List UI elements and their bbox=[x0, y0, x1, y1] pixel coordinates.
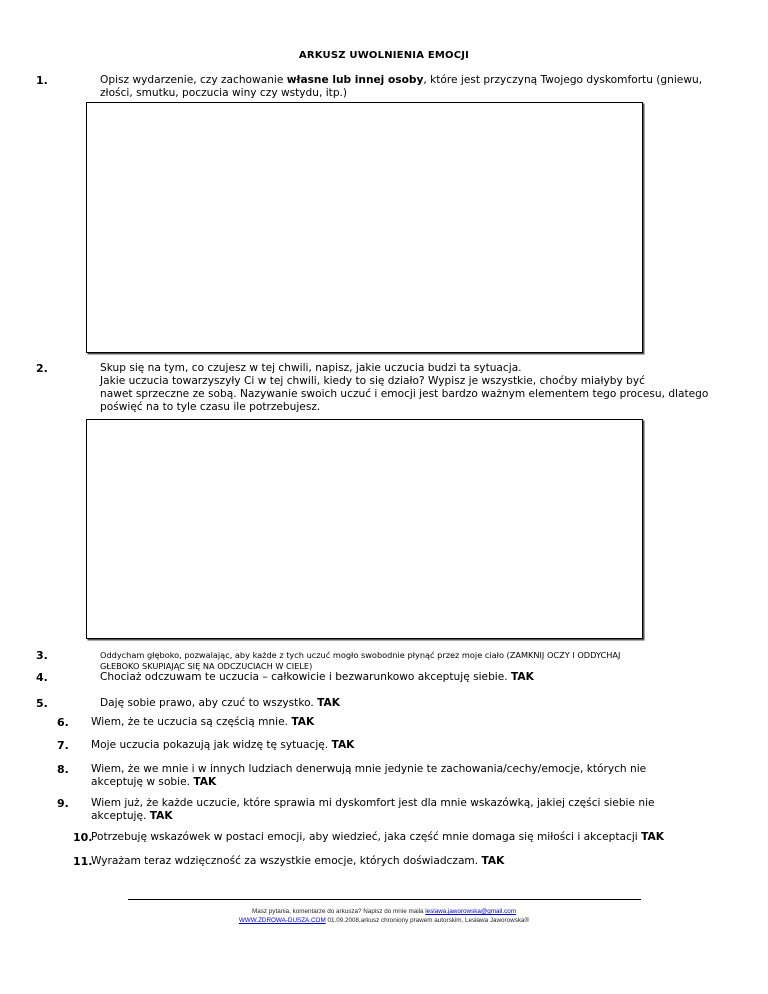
question-emphasis: własne lub innej osoby bbox=[286, 74, 424, 86]
question-number: 6. bbox=[57, 716, 69, 729]
question-text: Wyrażam teraz wdzięczność za wszystkie emocje, których doświadczam. bbox=[91, 855, 482, 867]
question-number: 3. bbox=[36, 649, 48, 662]
answer-tak: TAK bbox=[481, 855, 505, 867]
question-text: Moje uczucia pokazują jak widzę tę sytuację. bbox=[91, 739, 332, 751]
footer-copyright: 01.09.2008,arkusz chroniony prawem autorskim, Lesława Jaworowska® bbox=[325, 917, 530, 924]
question-text: Oddycham głęboko, pozwalając, aby każde z tych uczuć mogło swobodnie płynąć przez moje ciało (ZAMKNIJ OCZY I ODDYCHAJ bbox=[100, 650, 621, 660]
question-number: 10. bbox=[73, 831, 93, 844]
email-link[interactable]: leslawa.jaworowska@gmail.com bbox=[425, 908, 516, 915]
question-text: poświęć na to tyle czasu ile potrzebujesz. bbox=[100, 401, 321, 413]
footer-text: Masz pytania, komentarze do arkusza? Napisz do mnie maila bbox=[252, 908, 426, 915]
answer-tak: TAK bbox=[291, 716, 315, 728]
question-text: złości, smutku, poczucia winy czy wstydu, itp.) bbox=[100, 87, 348, 99]
question-number: 5. bbox=[36, 697, 48, 710]
website-link[interactable]: WWW.ZDROWA-DUSZA.COM bbox=[238, 917, 326, 924]
page-title: ARKUSZ UWOLNIENIA EMOCJI bbox=[298, 50, 470, 61]
answer-box-1[interactable] bbox=[86, 102, 643, 353]
answer-tak: TAK bbox=[149, 810, 173, 822]
question-text: Opisz wydarzenie, czy zachowanie bbox=[100, 74, 287, 86]
question-text: , które jest przyczyną Twojego dyskomfortu (gniewu, bbox=[423, 74, 703, 86]
question-text: Daję sobie prawo, aby czuć to wszystko. bbox=[100, 697, 318, 709]
question-number: 11. bbox=[73, 855, 93, 868]
question-text: Wiem, że we mnie i w innych ludziach denerwują mnie jedynie te zachowania/cechy/emocje, których nie bbox=[91, 763, 647, 775]
question-text: Skup się na tym, co czujesz w tej chwili, napisz, jakie uczucia budzi ta sytuacja. bbox=[100, 362, 522, 374]
question-text: Chociaż odczuwam te uczucia – całkowicie i bezwarunkowo akceptuję siebie. bbox=[100, 671, 511, 683]
answer-tak: TAK bbox=[511, 671, 534, 683]
question-text: Potrzebuję wskazówek w postaci emocji, aby wiedzieć, jaka część mnie domaga się miłości i akceptacji bbox=[91, 831, 642, 843]
question-number: 2. bbox=[36, 362, 48, 375]
question-text: Wiem, że te uczucia są częścią mnie. bbox=[91, 716, 292, 728]
answer-tak: TAK bbox=[641, 831, 664, 843]
answer-tak: TAK bbox=[193, 776, 217, 788]
answer-tak: TAK bbox=[331, 739, 355, 751]
question-text: GŁEBOKO SKUPIAJĄC SIĘ NA ODCZUCIACH W CIELE) bbox=[100, 661, 313, 671]
question-text: Wiem już, że każde uczucie, które sprawia mi dyskomfort jest dla mnie wskazówką, jakiej części siebie nie bbox=[91, 797, 655, 809]
question-text: nawet sprzeczne ze sobą. Nazywanie swoich uczuć i emocji jest bardzo ważnym elementem tego procesu, dlatego bbox=[100, 388, 709, 400]
question-number: 8. bbox=[57, 763, 69, 776]
question-number: 4. bbox=[36, 671, 48, 684]
question-text: akceptuję. bbox=[91, 810, 150, 822]
question-number: 9. bbox=[57, 797, 69, 810]
question-number: 1. bbox=[36, 74, 48, 87]
question-number: 7. bbox=[57, 739, 69, 752]
footer bbox=[0, 907, 768, 925]
question-text: akceptuję w sobie. bbox=[91, 776, 194, 788]
footer-divider bbox=[128, 899, 641, 900]
question-text: Jakie uczucia towarzyszyły Ci w tej chwili, kiedy to się działo? Wypisz je wszystkie, choćby miałyby być bbox=[100, 375, 645, 387]
answer-tak: TAK bbox=[317, 697, 340, 709]
answer-box-2[interactable] bbox=[86, 419, 643, 639]
